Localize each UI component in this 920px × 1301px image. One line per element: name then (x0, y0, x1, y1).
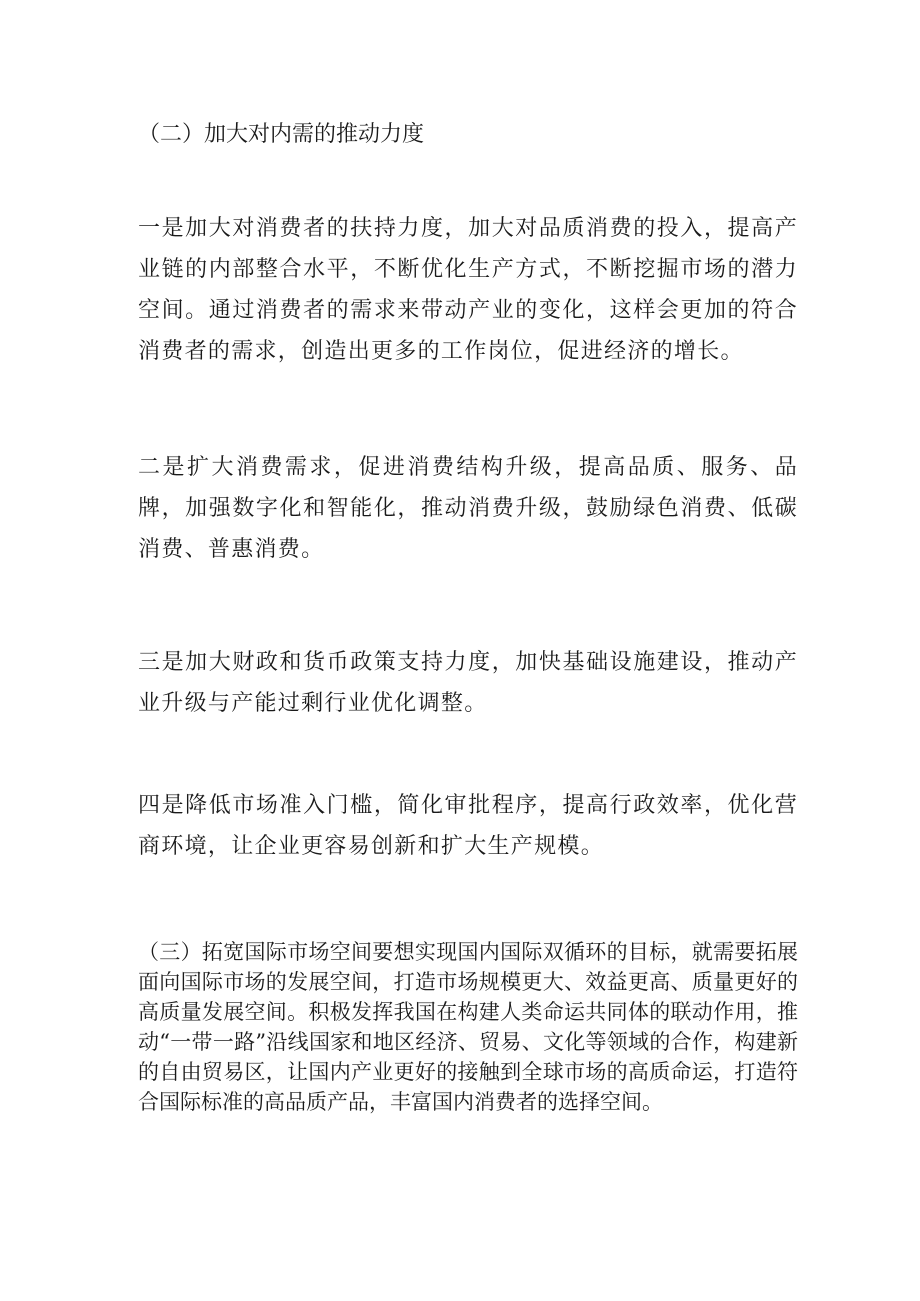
section-heading: （二）加大对内需的推动力度 (138, 122, 425, 147)
paragraph-5: （三）拓宽国际市场空间要想实现国内国际双循环的目标，就需要拓展面向国际市场的发展空间，打造市场规模更大、效益更高、质量更好的高质量发展空间。积极发挥我国在构建人类命运共同体的联动作用，推动“一带一路”沿线国家和地区经济、贸易、文化等领域的合作，构建新的自由贸易区，让国内产业更好的接触到全球市场的高质命运，打造符合国际标准的高品质产品，丰富国内消费者的选择空间。 (138, 940, 798, 1114)
paragraph-4: 四是降低市场准入门槛，简化审批程序，提高行政效率，优化营商环境，让企业更容易创新和扩大生产规模。 (138, 793, 798, 859)
paragraph-2: 二是扩大消费需求，促进消费结构升级，提高品质、服务、品牌，加强数字化和智能化，推动消费升级，鼓励绿色消费、低碳消费、普惠消费。 (138, 455, 798, 562)
paragraph-1: 一是加大对消费者的扶持力度，加大对品质消费的投入，提高产业链的内部整合水平，不断优化生产方式，不断挖掘市场的潜力空间。通过消费者的需求来带动产业的变化，这样会更加的符合消费者的需求，创造出更多的工作岗位，促进经济的增长。 (138, 216, 798, 364)
paragraph-3: 三是加大财政和货币政策支持力度，加快基础设施建设，推动产业升级与产能过剩行业优化调整。 (138, 650, 798, 716)
